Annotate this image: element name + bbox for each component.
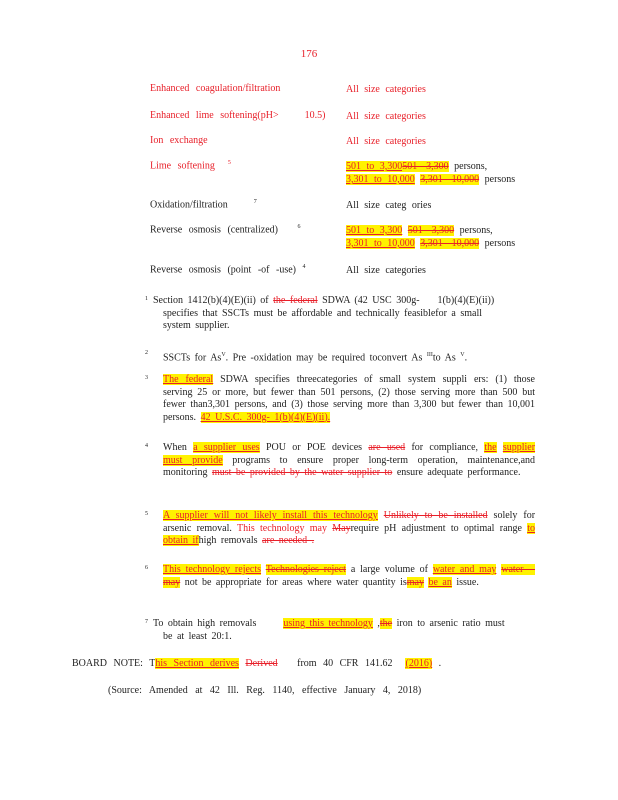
technology-name	[150, 160, 231, 171]
category-deleted: 501 -3,300	[407, 225, 455, 236]
inserted-text: be an	[428, 576, 452, 588]
footnote-text: . Pre -oxidation may be required toconvert As	[225, 352, 423, 364]
category-deleted: 3,301 -10,000	[420, 238, 480, 249]
inserted-text: his Section derives	[155, 658, 239, 669]
footnote-text: optimal range	[463, 522, 522, 534]
footnote-text: SDWA (42 USC 300g-	[322, 295, 420, 306]
footnote-text: When	[163, 442, 187, 453]
footnote-text: for compliance,	[411, 442, 479, 453]
footnote-ref: 5	[227, 160, 231, 166]
inserted-text: The federal	[163, 374, 214, 385]
inserted-text: 42 U.S.C. 300g- 1(b)(4)(E)(ii).	[200, 411, 331, 423]
footnote-text: ,	[377, 618, 380, 629]
category-text: persons	[484, 174, 516, 185]
footnote-text: 1(b)(4)(E)(ii))	[437, 295, 495, 306]
footnote-5	[145, 510, 535, 548]
footnote-mark: 2	[145, 350, 148, 356]
superscript: V	[460, 352, 465, 358]
technology-name-tail: 10.5)	[304, 110, 326, 121]
footnote-ref: 7	[253, 199, 257, 205]
footnote-text: adequate performance.	[427, 467, 521, 478]
footnote-text: a large volume of	[350, 564, 428, 575]
board-note-text: from 40 CFR 141.62	[297, 658, 393, 669]
inserted-text: (2016)	[405, 658, 433, 669]
deleted-text: the federal	[273, 295, 318, 306]
category-text: persons	[484, 238, 516, 249]
size-category: All size categories	[346, 136, 426, 147]
footnote-mark: 1	[145, 296, 148, 302]
inserted-text: This technology rejects	[163, 564, 262, 575]
category-deleted: 501 -3,300	[402, 161, 449, 172]
technology-name: Enhanced coagulation/filtration	[150, 83, 281, 94]
inserted-text: water and may	[432, 564, 497, 575]
footnote-text: solely	[493, 510, 518, 521]
deleted-text: must be provided by the water supplier to	[211, 467, 393, 478]
footnote-ref: 6	[297, 224, 301, 230]
technology-name-text: Reverse osmosis (point -of -use)	[150, 264, 296, 276]
inserted-text: the	[484, 442, 497, 453]
footnote-text: than 500 but fewer than3,301 persons, and (3) those serving more than 3,300	[163, 386, 536, 410]
deleted-text: are needed .	[262, 535, 315, 546]
technology-name-text: Enhanced lime softening(pH>	[150, 110, 279, 121]
footnote-mark: 5	[145, 511, 148, 517]
footnote-text: but fewer than 10,001 persons.	[163, 399, 536, 423]
inserted-text: A supplier will not likely install this technology	[163, 510, 378, 521]
footnote-text: SDWA specifies threecategories of small system suppli ers: (1)	[220, 374, 507, 385]
inserted-text: This technology	[236, 522, 305, 534]
deleted-text: may	[406, 576, 424, 588]
technology-name	[150, 110, 325, 121]
size-category: All size categ ories	[346, 200, 432, 211]
category-inserted: 501 to 3,300	[346, 225, 403, 236]
footnote-text: those serving 25 or more, but fewer than 501 persons, (2) those serving more	[163, 374, 535, 398]
footnote-text: .	[464, 352, 468, 364]
footnote-4	[145, 442, 535, 480]
footnote-text: programs to ensure proper long-term operation,	[232, 454, 458, 466]
footnote-mark: 3	[145, 375, 148, 381]
board-note	[72, 658, 441, 669]
footnote-mark: 4	[145, 443, 148, 449]
size-category: All size categories	[346, 265, 426, 276]
footnote-text: iron to arsenic ratio must	[396, 618, 505, 629]
technology-name: Ion exchange	[150, 135, 208, 146]
footnote-text: high removals	[198, 535, 258, 546]
deleted-text: water --may	[163, 564, 535, 588]
technology-name-text: Reverse osmosis (centralized)	[150, 224, 278, 236]
footnote-1	[145, 295, 535, 333]
category-inserted: 3,301 to 10,000	[346, 238, 415, 249]
size-category	[346, 160, 515, 186]
category-inserted: 501 to 3,300	[346, 161, 403, 172]
board-note-text: BOARD NOTE: T	[72, 658, 156, 669]
footnote-text: specifies that SSCTs must be affordable and technically feasiblefor a small	[163, 307, 483, 319]
footnote-3	[145, 374, 535, 424]
footnote-text: for arsenic removal.	[163, 510, 536, 534]
footnote-ref: 4	[302, 264, 306, 270]
technology-name	[150, 264, 305, 275]
footnote-text: be at least 20:1.	[163, 630, 232, 642]
category-deleted: 3,301 -10,000	[420, 174, 480, 185]
deleted-text: Technologies reject	[265, 564, 346, 575]
technology-name-text: Lime softening	[150, 160, 215, 172]
footnote-text: issue.	[456, 576, 479, 588]
size-category: All size categories	[346, 111, 426, 122]
inserted-text: using this technology	[283, 618, 373, 629]
source-note: (Source: Amended at 42 Ill. Reg. 1140, effective January 4, 2018)	[108, 685, 422, 696]
deleted-text: the	[379, 618, 393, 629]
inserted-text: a supplier uses	[193, 442, 260, 453]
superscript: III	[426, 352, 433, 358]
category-inserted: 3,301 to 10,000	[346, 174, 415, 185]
footnote-6	[145, 564, 535, 589]
size-category: All size categories	[346, 84, 426, 95]
footnote-text: To obtain high removals	[153, 618, 257, 629]
footnote-text: ensure	[396, 467, 423, 478]
deleted-text: Unlikely to be installed	[383, 510, 488, 521]
footnote-text: require pH adjustment to	[350, 522, 459, 534]
deleted-text: Derived	[245, 658, 278, 669]
footnote-text: not be appropriate for areas where water quantity is	[184, 576, 407, 588]
footnote-text: SSCTs for As	[163, 352, 222, 364]
page-number: 176	[300, 48, 318, 60]
footnote-text: maintenance,and monitoring	[163, 454, 536, 478]
footnote-mark: 7	[145, 619, 148, 625]
inserted-text: may	[309, 522, 327, 534]
deleted-text: May	[332, 522, 351, 534]
inserted-text: supplier must provide	[163, 442, 536, 466]
category-text: persons,	[454, 161, 488, 172]
footnote-mark: 6	[145, 565, 148, 571]
category-text: persons,	[459, 225, 493, 236]
technology-name	[150, 224, 300, 235]
footnote-7	[145, 618, 535, 643]
technology-name-text: Oxidation/filtration	[150, 199, 228, 211]
footnote-text: to As	[432, 352, 456, 364]
size-category	[346, 224, 515, 250]
footnote-text: system supplier.	[163, 320, 230, 331]
inserted-text: to obtain if	[163, 522, 536, 546]
deleted-text: are used	[368, 442, 406, 453]
footnote-text: Section 1412(b)(4)(E)(ii) of	[153, 295, 269, 306]
technology-name	[150, 199, 257, 210]
superscript: V	[221, 352, 226, 358]
footnote-2	[145, 349, 535, 365]
board-note-text: .	[438, 658, 442, 669]
footnote-text: POU or POE devices	[265, 442, 363, 453]
